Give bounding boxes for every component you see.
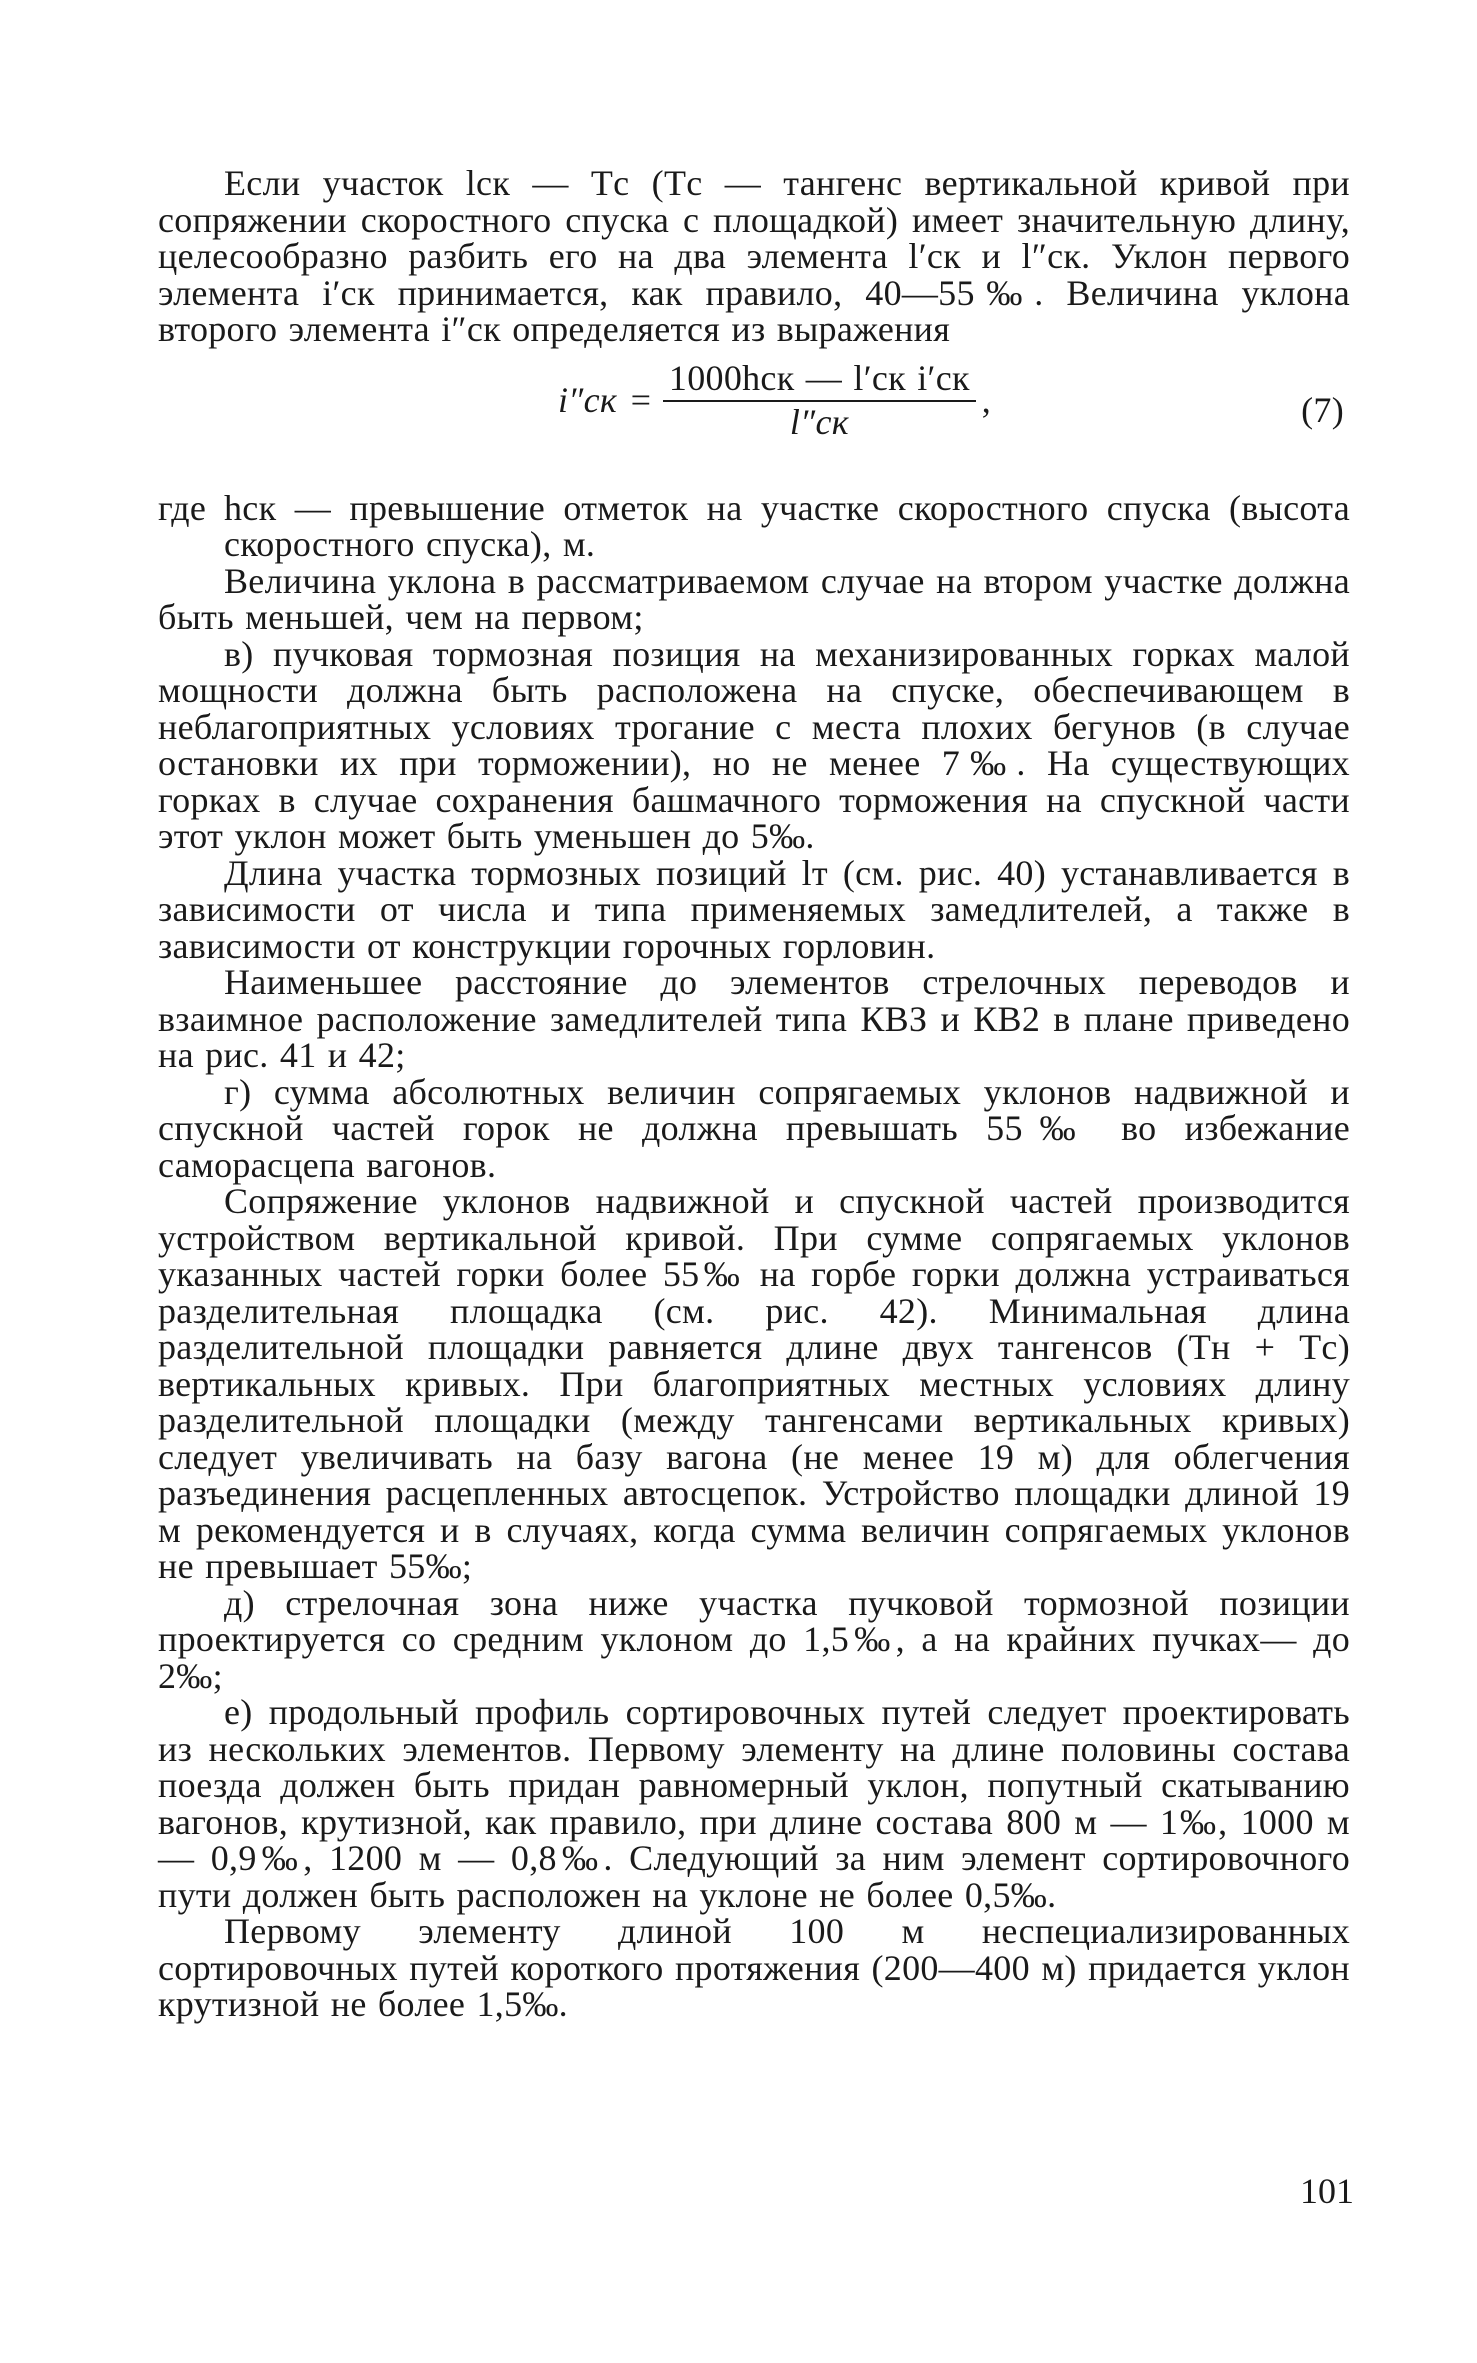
paragraph-item-v: в) пучковая тормозная позиция на механизированных горках малой мощности должна быть расположена на спуске, обеспечивающем в неблагоприятных условиях трогание с места плохих бегунов (в случае остановки их при торможении), но не менее 7‰. На существующих горках в случае сохранения башмачного торможения на спускной части этот уклон может быть уменьшен до 5‰.	[158, 633, 1350, 856]
formula-numerator: 1000hск — l′ск i′ск	[663, 360, 976, 403]
where-definition: hск — превышение отметок на участке скоростного спуска (высота скоростного спуска), м.	[224, 487, 1350, 564]
formula-7	[158, 357, 1350, 468]
text-column	[158, 165, 1350, 2023]
paragraph-item-g: г) сумма абсолютных величин сопрягаемых уклонов надвижной и спускной частей горок не должна превышать 55‰ во избежание саморасцепа вагонов.	[158, 1071, 1350, 1185]
paragraph-tangent-segments: Если участок lск — Tс (Tс — тангенс вертикальной кривой при сопряжении скоростного спуска с площадкой) имеет значительную длину, целесообразно разбить его на два элемента l′ск и l″ск. Уклон первого элемента i′ск принимается, как правило, 40—55‰. Величина уклона второго элемента i″ск определяется из выражения	[158, 163, 1350, 349]
formula-lhs: i″ск =	[558, 379, 653, 420]
paragraph-item-d: д) стрелочная зона ниже участка пучковой тормозной позиции проектируется со средним уклоном до 1,5‰, а на крайних пучках— до 2‰;	[158, 1582, 1350, 1696]
formula-body	[558, 357, 992, 442]
paragraph-min-distance: Наименьшее расстояние до элементов стрелочных переводов и взаимное расположение замедлителей типа КВЗ и КВ2 в плане приведено на рис. 41 и 42;	[158, 962, 1350, 1075]
where-label: где	[158, 487, 207, 528]
paragraph-short-tracks: Первому элементу длиной 100 м неспециализированных сортировочных путей короткого протяжения (200—400 м) придается уклон крутизной не более 1,5‰.	[158, 1911, 1350, 2024]
paragraph-vertical-curve: Сопряжение уклонов надвижной и спускной частей производится устройством вертикальной кривой. При сумме сопрягаемых уклонов указанных частей горки более 55‰ на горбе горки должна устраиваться разделительная площадка (см. рис. 42). Минимальная длина разделительной площадки равняется длине двух тангенсов (Tн + Tс) вертикальных кривых. При благоприятных местных условиях длину разделительной площадки (между тангенсами вертикальных кривых) следует увеличивать на базу вагона (не менее 19 м) для облегчения разъединения расцепленных автосцепок. Устройство площадки длиной 19 м рекомендуется и в случаях, когда сумма величин сопрягаемых уклонов не превышает 55‰;	[158, 1181, 1350, 1586]
formula-fraction	[663, 357, 976, 442]
formula-denominator: l″ск	[789, 402, 849, 442]
equation-number: (7)	[1301, 389, 1344, 430]
paragraph-item-e: е) продольный профиль сортировочных путей следует проектировать из нескольких элементов. Первому элементу на длине половины состава поезда должен быть придан равномерный уклон, попутный скатыванию вагонов, крутизной, как правило, при длине состава 800 м — 1‰, 1000 м — 0,9‰, 1200 м — 0,8‰. Следующий за ним элемент сортировочного пути должен быть расположен на уклоне не более 0,5‰.	[158, 1692, 1350, 1915]
page-number: 101	[1300, 2171, 1354, 2211]
paragraph-slope-second: Величина уклона в рассматриваемом случае на втором участке должна быть меньшей, чем на первом;	[158, 560, 1350, 637]
formula-trailing-punct: ,	[981, 379, 992, 420]
where-clause	[158, 487, 1350, 564]
paragraph-brake-length: Длина участка тормозных позиций lт (см. рис. 40) устанавливается в зависимости от числа и типа применяемых замедлителей, а также в зависимости от конструкции горочных горловин.	[158, 852, 1350, 966]
